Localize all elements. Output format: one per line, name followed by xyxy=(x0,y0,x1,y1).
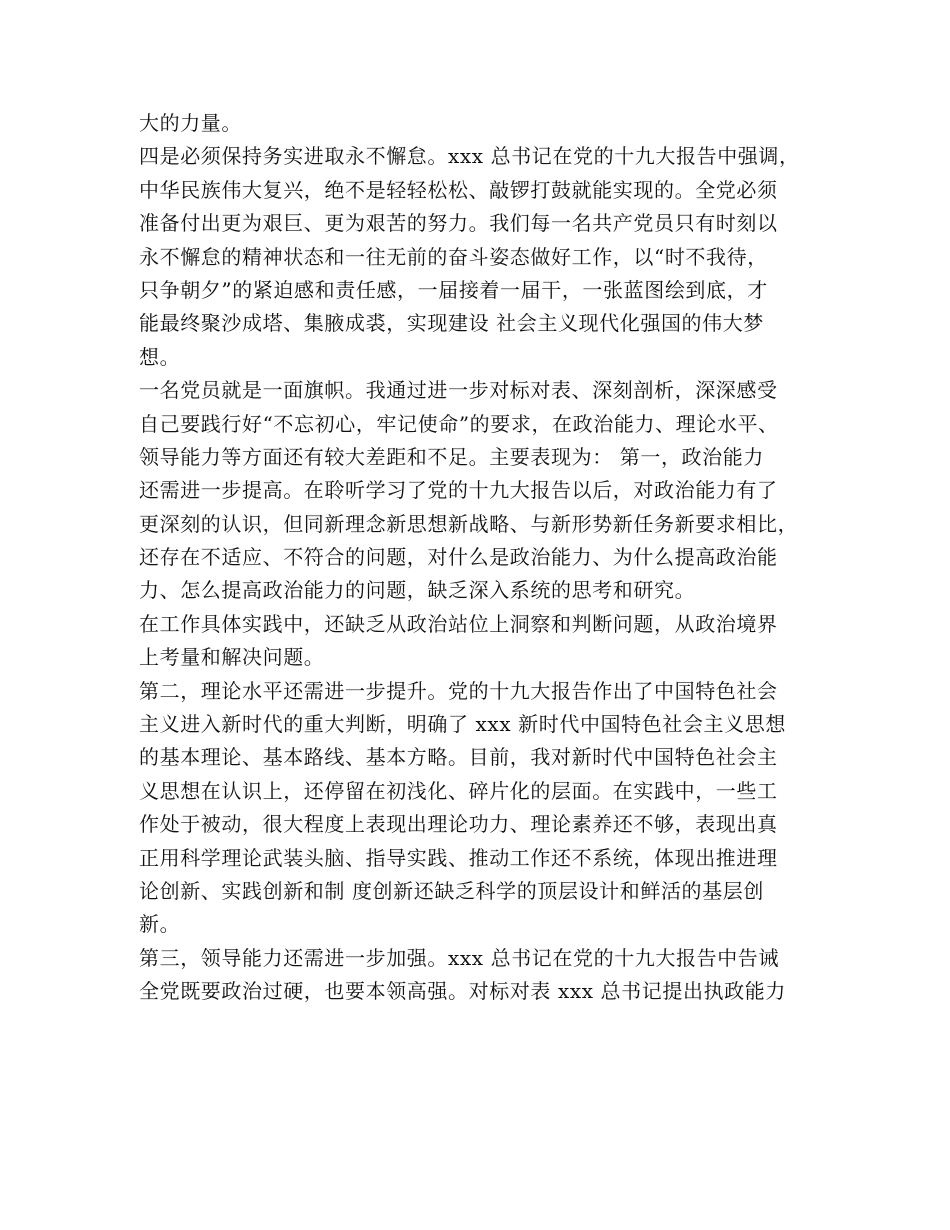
text-line: 的基本理论、基本路线、基本方略。目前，我对新时代中国特色社会主 xyxy=(139,745,778,770)
text-line: 大的力量。 xyxy=(139,111,242,135)
text-line: 主义进入新时代的重大判断，明确了 xxx 新时代中国特色社会主义思想 xyxy=(139,712,786,737)
text-line: 力、怎么提高政治能力的问题，缺乏深入系统的思考和研究。 xyxy=(139,578,696,603)
text-line: 永不懈怠的精神状态和一往无前的奋斗姿态做好工作，以“时不我待， xyxy=(139,244,768,269)
text-line: 更深刻的认识，但同新理念新思想新战略、与新形势新任务新要求相比， xyxy=(139,511,799,536)
document-body xyxy=(139,107,839,1009)
text-line: 能最终聚沙成塔、集腋成裘，实现建设 社会主义现代化强国的伟大梦 xyxy=(139,311,764,336)
text-line: 一名党员就是一面旗帜。我通过进一步对标对表、深刻剖析，深深感受 xyxy=(139,378,778,403)
text-line: 领导能力等方面还有较大差距和不足。主要表现为： 第一，政治能力 xyxy=(139,444,764,469)
text-line: 正用科学理论武装头脑、指导实践、推动工作还不系统，体现出推进理 xyxy=(139,845,778,870)
text-line: 在工作具体实践中，还缺乏从政治站位上洞察和判断问题，从政治境界 xyxy=(139,611,778,636)
text-line: 论创新、实践创新和制 度创新还缺乏科学的顶层设计和鲜活的基层创 xyxy=(139,878,764,903)
text-line: 新。 xyxy=(139,912,181,937)
text-line: 还需进一步提高。在聆听学习了党的十九大报告以后，对政治能力有了 xyxy=(139,478,778,503)
text-line: 作处于被动，很大程度上表现出理论功力、理论素养还不够，表现出真 xyxy=(139,812,778,837)
text-line: 准备付出更为艰巨、更为艰苦的努力。我们每一名共产党员只有时刻以 xyxy=(139,211,778,236)
text-line: 只争朝夕”的紧迫感和责任感，一届接着一届干，一张蓝图绘到底，才 xyxy=(139,277,768,302)
text-line: 全党既要政治过硬，也要本领高强。对标对表 xxx 总书记提出执政能力 xyxy=(139,979,786,1004)
text-line: 中华民族伟大复兴，绝不是轻轻松松、敲锣打鼓就能实现的。全党必须 xyxy=(139,177,778,202)
text-line: 还存在不适应、不符合的问题，对什么是政治能力、为什么提高政治能 xyxy=(139,545,778,570)
text-line: 自己要践行好“不忘初心，牢记使命”的要求，在政治能力、理论水平、 xyxy=(139,411,779,436)
text-line: 四是必须保持务实进取永不懈怠。xxx 总书记在党的十九大报告中强调， xyxy=(139,144,800,169)
text-line: 义思想在认识上，还停留在初浅化、碎片化的层面。在实践中，一些工 xyxy=(139,778,778,803)
text-line: 第二，理论水平还需进一步提升。党的十九大报告作出了中国特色社会 xyxy=(139,678,778,703)
text-line: 第三，领导能力还需进一步加强。xxx 总书记在党的十九大报告中告诫 xyxy=(139,945,779,970)
text-line: 想。 xyxy=(139,344,181,369)
text-line: 上考量和解决问题。 xyxy=(139,645,325,670)
